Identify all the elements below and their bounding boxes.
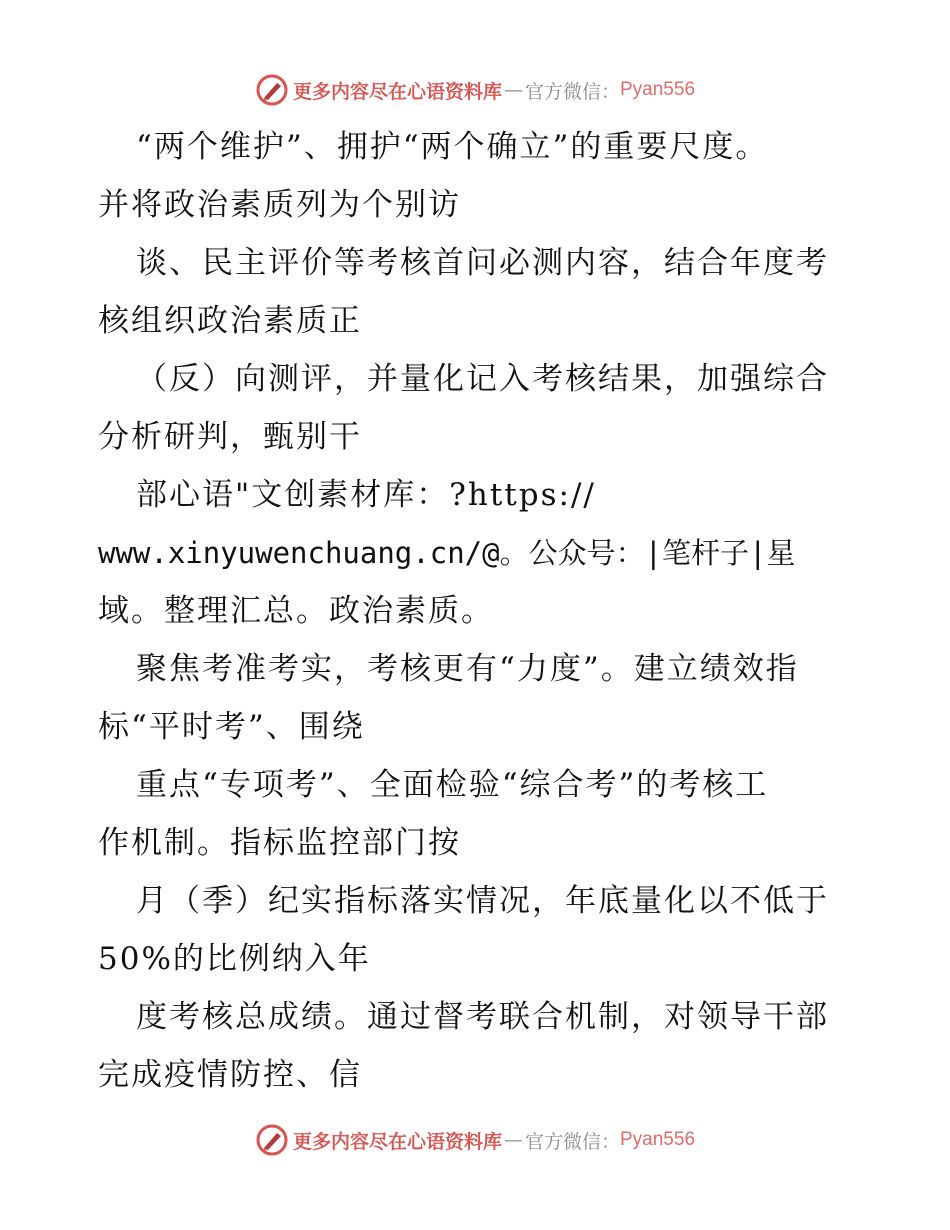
header-separator: —: [503, 79, 523, 101]
text-line: 聚焦考准考实，考核更有“力度”。建立绩效指: [136, 651, 799, 687]
text-line: 谈、民主评价等考核首问必测内容，结合年度考: [136, 245, 829, 281]
text-line: 域。整理汇总。政治素质。: [98, 593, 494, 629]
pen-logo-icon: [255, 73, 289, 107]
header-wechat-id: Pyan556: [620, 79, 696, 100]
text-line: 50%的比例纳入年: [98, 941, 371, 977]
text-line: 月（季）纪实指标落实情况，年底量化以不低于: [136, 883, 829, 919]
text-line: 部心语"文创素材库：?https://: [136, 477, 596, 513]
text-line: 核组织政治素质正: [98, 303, 362, 339]
text-line-url: www.xinyuwenchuang.cn/@。公众号：|笔杆子|星: [98, 536, 796, 570]
footer-wechat-label: 官方微信：: [524, 1130, 620, 1153]
footer-site-name: 更多内容尽在心语资料库: [292, 1130, 502, 1153]
document-body: [98, 118, 858, 1104]
text-line: 并将政治素质列为个别访: [98, 187, 461, 223]
text-line: 分析研判，甄别干: [98, 419, 362, 455]
footer-separator: —: [503, 1129, 523, 1151]
header-banner: [0, 70, 950, 110]
text-line: “两个维护”、拥护“两个确立”的重要尺度。: [136, 129, 769, 165]
pen-logo-icon: [255, 1123, 289, 1157]
footer-banner: [0, 1120, 950, 1160]
text-line: 标“平时考”、围绕: [98, 709, 365, 745]
text-line: （反）向测评，并量化记入考核结果，加强综合: [136, 361, 829, 397]
text-line: 完成疫情防控、信: [98, 1057, 362, 1093]
text-line: 重点“专项考”、全面检验“综合考”的考核工: [136, 767, 769, 803]
header-site-name: 更多内容尽在心语资料库: [292, 80, 502, 103]
text-line: 度考核总成绩。通过督考联合机制，对领导干部: [136, 999, 829, 1035]
footer-wechat-id: Pyan556: [620, 1129, 696, 1150]
header-wechat-label: 官方微信：: [524, 80, 620, 103]
text-line: 作机制。指标监控部门按: [98, 825, 461, 861]
